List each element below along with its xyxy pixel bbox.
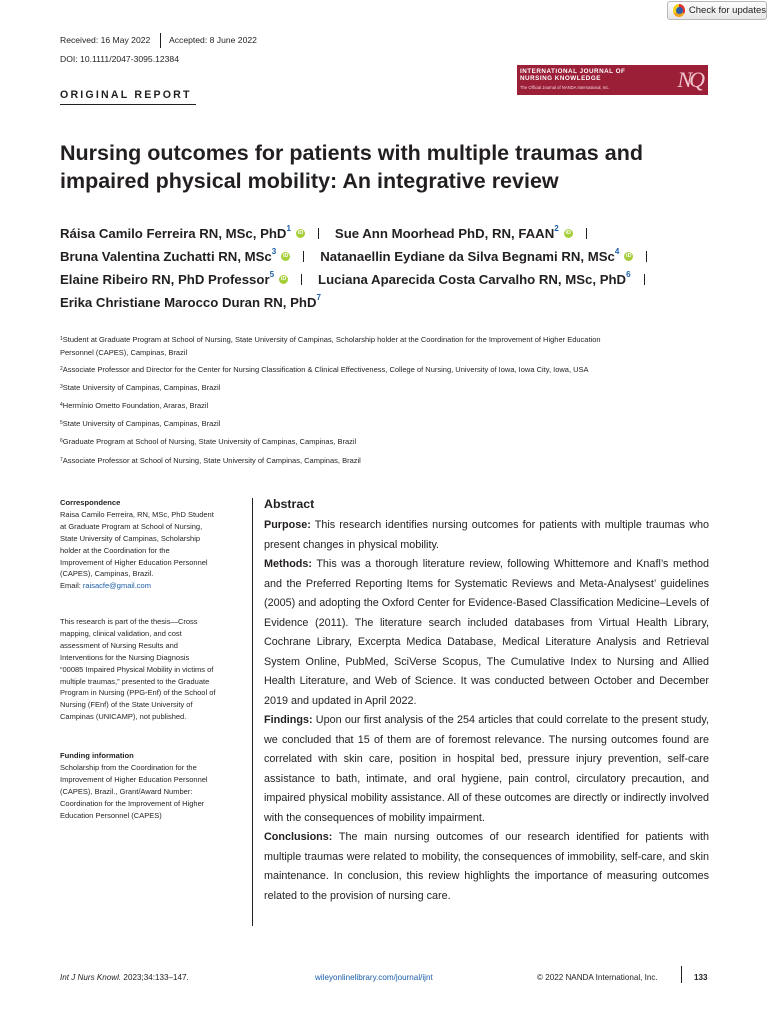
- author-separator: [301, 274, 302, 285]
- check-for-updates-button[interactable]: [667, 1, 767, 20]
- correspondence-line: Raisa Camilo Ferreira, RN, MSc, PhD Student: [60, 509, 214, 519]
- affiliation-text: Student at Graduate Program at School of Nursing, State University of Campinas, Scholarship holder at the Coordination for the Improvement of Higher Education: [62, 335, 601, 344]
- abstract-findings: [264, 711, 709, 828]
- findings-label: Findings:: [264, 714, 313, 726]
- affiliation-2: [60, 364, 589, 377]
- author-aff[interactable]: 5: [269, 270, 275, 279]
- author-name: Bruna Valentina Zuchatti RN, MSc: [60, 249, 272, 264]
- header-divider: [160, 33, 161, 48]
- abstract-conclusions: [264, 828, 709, 906]
- orcid-icon[interactable]: iD: [565, 230, 571, 236]
- column-divider: [252, 498, 253, 926]
- footer-divider: [681, 966, 682, 983]
- journal-monogram: NQ: [677, 67, 702, 92]
- article-title: Nursing outcomes for patients with multiple traumas and impaired physical mobility: An integrative review: [60, 141, 643, 193]
- author-name: Sue Ann Moorhead PhD, RN, FAAN: [334, 226, 555, 241]
- author-aff[interactable]: 7: [316, 293, 321, 302]
- author-line-4: [60, 295, 321, 310]
- correspondence-block: [60, 497, 245, 592]
- funding-heading: Funding information: [60, 751, 134, 760]
- orcid-icon[interactable]: iD: [297, 230, 304, 236]
- author-line-2: [60, 249, 647, 264]
- affiliation-text: Hermínio Ometto Foundation, Araras, Brazil: [62, 401, 209, 410]
- author-separator: [586, 228, 587, 239]
- affiliation-4: [60, 400, 208, 413]
- thesis-line: Campinas (UNICAMP), not published.: [60, 712, 187, 722]
- thesis-line: multiple traumas,” presented to the Graduate: [60, 676, 210, 686]
- section-label: ORIGINAL REPORT: [60, 89, 192, 101]
- affiliation-1: [60, 334, 720, 359]
- page-number: 133: [694, 973, 708, 982]
- abstract-purpose: [264, 516, 709, 555]
- crossmark-icon: [673, 4, 685, 17]
- author-aff[interactable]: 1: [286, 224, 291, 233]
- affiliation-number: 6: [60, 438, 63, 444]
- methods-text: This was a thorough literature review, following Whittemore and Knafl’s method and the Preferred Reporting Items for Systematic Reviews and Meta-Analysest’ guidelines (2005) and adopting the Oxford Center for Evidence-Based Classification Medicine–Levels of Evidence (2011). The literature search included databases from Virtual Health Library, Cochrane Library, Excerpta Medica Database, Medical Literature Analysis and Retrieval System Online, PubMed, SciVerse Scopus, The Cumulative Index to Nursing and Allied Health Literature, and Web of Science. It was conducted between October and December 2019 and updated in April 2022.: [264, 558, 709, 707]
- funding-line: (CAPES), Brazil., Grant/Award Number:: [60, 786, 193, 796]
- affiliation-number: 7: [60, 457, 63, 463]
- received-date: Received: 16 May 2022: [60, 35, 151, 45]
- funding-line: Improvement of Higher Education Personnel: [60, 774, 208, 784]
- author-line-3: [60, 272, 645, 287]
- author-separator: [303, 251, 304, 262]
- abstract-heading: Abstract: [264, 497, 315, 511]
- affiliation-text: Associate Professor and Director for the Center for Nursing Classification & Clinical Effectiveness, College of Nursing, University of Iowa, Iowa City, Iowa, USA: [62, 365, 589, 374]
- correspondence-line: holder at the Coordination for the: [60, 545, 170, 555]
- thesis-line: Interventions for the Nursing Diagnosis: [60, 652, 190, 662]
- journal-tagline: The Official Journal of NANDA International, Inc.: [520, 85, 610, 90]
- findings-text: Upon our first analysis of the 254 articles that could correlate to the present study, we concluded that 15 of them are of foremost relevance. The nursing outcomes found are correlated with skin care, position in hospital bed, pressure injury prevention, self-care assistance to bath, intimate, and oral hygiene, pain control, circulatory precaution, and impaired physical mobility assistance. All of these outcomes are directly or indirectly involved with the consequences of mobility impairment.: [264, 714, 709, 824]
- orcid-icon[interactable]: iD: [282, 253, 289, 259]
- author-aff[interactable]: 2: [554, 224, 559, 233]
- affiliation-number: 1: [60, 336, 63, 342]
- affiliation-7: [60, 455, 361, 468]
- author-name: Luciana Aparecida Costa Carvalho RN, MSc, PhD: [318, 272, 627, 287]
- affiliation-text: State University of Campinas, Campinas, Brazil: [62, 383, 221, 392]
- affiliation-5: [60, 418, 220, 431]
- doi[interactable]: DOI: 10.1111/2047-3095.12384: [60, 54, 179, 64]
- check-for-updates-label: Check for updates: [688, 5, 766, 16]
- author-aff[interactable]: 6: [626, 270, 631, 279]
- affiliation-number: 4: [60, 402, 63, 408]
- journal-name-line1: INTERNATIONAL JOURNAL OF: [520, 68, 626, 75]
- affiliation-text: Associate Professor at School of Nursing, State University of Campinas, Campinas, Brazil: [62, 456, 361, 465]
- funding-block: [60, 750, 250, 821]
- journal-name-line2: NURSING KNOWLEDGE: [520, 75, 601, 82]
- funding-line: Scholarship from the Coordination for the: [60, 762, 197, 772]
- affiliation-text: Graduate Program at School of Nursing, State University of Campinas, Campinas, Brazil: [62, 437, 357, 446]
- thesis-line: Nursing (FEnf) of the State University of: [60, 700, 193, 710]
- purpose-text: This research identifies nursing outcomes for patients with multiple traumas who present changes in physical mobility.: [264, 519, 709, 551]
- thesis-line: assessment of Nursing Results and: [60, 640, 178, 650]
- accepted-date: Accepted: 8 June 2022: [169, 35, 257, 45]
- author-separator: [646, 251, 647, 262]
- thesis-line: Program in Nursing (PPG-Enf) of the School of: [60, 688, 216, 698]
- conclusions-label: Conclusions:: [264, 831, 333, 843]
- email-label: Email:: [60, 581, 83, 591]
- correspondence-line: at Graduate Program at School of Nursing,: [60, 521, 203, 531]
- citation-journal: Int J Nurs Knowl.: [60, 973, 122, 982]
- author-name: Natanaellin Eydiane da Silva Begnami RN, MSc: [320, 249, 615, 264]
- affiliation-number: 5: [60, 420, 63, 426]
- journal-logo: [517, 65, 708, 95]
- thesis-line: mapping, clinical validation, and cost: [60, 628, 182, 638]
- correspondence-heading: Correspondence: [60, 498, 121, 507]
- author-separator: [318, 228, 319, 239]
- section-underline: [60, 104, 196, 105]
- purpose-label: Purpose:: [264, 519, 311, 531]
- affiliation-number: 2: [60, 366, 63, 372]
- thesis-line: “00085 Impaired Physical Mobility in victims of: [60, 664, 214, 674]
- orcid-icon[interactable]: iD: [280, 276, 287, 282]
- thesis-note: [60, 616, 250, 723]
- methods-label: Methods:: [264, 558, 312, 570]
- funding-line: Education Personnel (CAPES): [60, 810, 162, 820]
- affiliation-3: [60, 382, 220, 395]
- orcid-icon[interactable]: iD: [626, 253, 632, 259]
- author-aff[interactable]: 4: [614, 247, 620, 256]
- email-link[interactable]: raisacfe@gmail.com: [82, 581, 151, 591]
- correspondence-line: (CAPES), Campinas, Brazil.: [60, 569, 154, 579]
- author-aff[interactable]: 3: [271, 247, 277, 256]
- abstract-methods: [264, 555, 709, 711]
- affiliation-text: Personnel (CAPES), Campinas, Brazil: [60, 348, 188, 357]
- correspondence-line: Improvement of Higher Education Personnel: [60, 557, 208, 567]
- author-name: Elaine Ribeiro RN, PhD Professor: [60, 272, 270, 287]
- affiliation-6: [60, 436, 356, 449]
- abstract-body: [264, 516, 709, 906]
- affiliation-number: 3: [60, 384, 63, 390]
- affiliation-text: State University of Campinas, Campinas, Brazil: [62, 419, 221, 428]
- correspondence-line: State University of Campinas, Scholarship: [60, 533, 201, 543]
- citation: [60, 973, 189, 982]
- author-name: Ráisa Camilo Ferreira RN, MSc, PhD: [60, 226, 287, 241]
- author-separator: [644, 274, 645, 285]
- funding-line: Coordination for the Improvement of Higher: [60, 798, 205, 808]
- citation-volume: 2023;34:133–147.: [121, 973, 189, 982]
- thesis-line: This research is part of the thesis—Cross: [60, 617, 198, 626]
- copyright: © 2022 NANDA International, Inc.: [537, 973, 658, 982]
- author-line-1: [60, 226, 587, 241]
- author-name: Erika Christiane Marocco Duran RN, PhD: [60, 295, 317, 310]
- conclusions-text: The main nursing outcomes of our research identified for patients with multiple traumas were related to mobility, the consequences of immobility, self-care, and skin maintenance. In conclusion, this review highlights the importance of measuring outcomes related to the provision of nursing care.: [264, 831, 709, 902]
- journal-url-link[interactable]: wileyonlinelibrary.com/journal/ijnt: [315, 973, 433, 982]
